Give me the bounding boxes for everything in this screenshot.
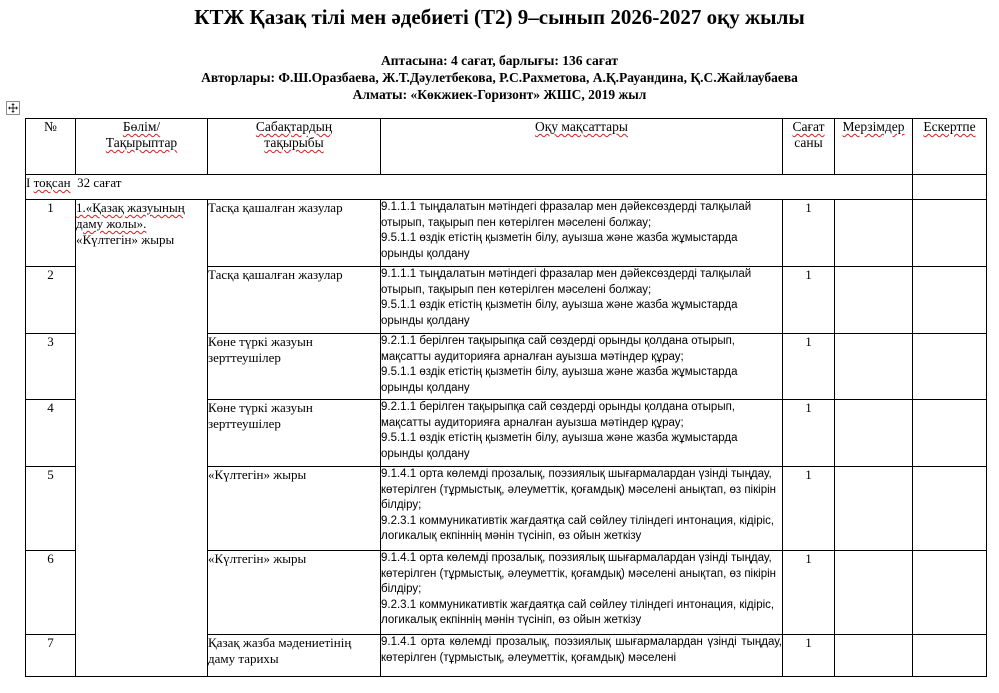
lesson-topic: «Күлтегін» жыры (208, 551, 381, 635)
header-section: Бөлім/ Тақырыптар (76, 119, 208, 175)
notes-cell (913, 551, 987, 635)
notes-cell (913, 400, 987, 467)
header-hours: Сағат саны (783, 119, 835, 175)
lesson-topic: Көне түркі жазуын зерттеушілер (208, 334, 381, 400)
dates-cell (835, 267, 913, 334)
dates-cell (835, 334, 913, 400)
hours-count: 1 (783, 400, 835, 467)
section-subtitle: «Күлтегін» жыры (76, 232, 175, 247)
learning-objectives: 9.1.1.1 тыңдалатын мәтіндегі фразалар мен дәйексөздерді талқылай отырып, тақырып пен көтерілген мәселені болжау; 9.5.1.1 өздік етістің қызметін білу, ауызша және жазба жұмыстарда орынды қолдану (381, 200, 783, 267)
authors-line: Авторлары: Ф.Ш.Оразбаева, Ж.Т.Дәулетбекова, Р.С.Рахметова, А.Қ.Рауандина, Қ.С.Жайлаубаева (201, 70, 798, 85)
hours-count: 1 (783, 551, 835, 635)
section-cell (76, 200, 208, 677)
dates-cell (835, 467, 913, 551)
learning-objectives: 9.2.1.1 берілген тақырыпқа сай сөздерді орынды қолдана отырып, мақсатты аудиторияға арналған ауызша мәтіндер құрау; 9.5.1.1 өздік етістің қызметін білу, ауызша және жазба жұмыстарда орынды қолдану (381, 334, 783, 400)
hours-count: 1 (783, 334, 835, 400)
header-number: № (26, 119, 76, 175)
notes-cell (913, 200, 987, 267)
section-title: 1.«Қазақ жазуының даму жолы». (76, 200, 185, 231)
row-number: 7 (26, 635, 76, 677)
document-title: КТЖ Қазақ тілі мен әдебиеті (Т2) 9–сынып 2026-2027 оқу жылы (194, 5, 805, 29)
dates-cell (835, 635, 913, 677)
table-move-handle[interactable] (6, 101, 20, 115)
row-number: 2 (26, 267, 76, 334)
lesson-topic: Тасқа қашалған жазулар (208, 267, 381, 334)
learning-objectives: 9.1.1.1 тыңдалатын мәтіндегі фразалар мен дәйексөздерді талқылай отырып, тақырып пен көтерілген мәселені болжау; 9.5.1.1 өздік етістің қызметін білу, ауызша және жазба жұмыстарда орынды қолдану (381, 267, 783, 334)
table-row (26, 200, 987, 267)
header-dates: Мерзімдер (835, 119, 913, 175)
dates-cell (835, 400, 913, 467)
hours-count: 1 (783, 200, 835, 267)
lesson-topic: Тасқа қашалған жазулар (208, 200, 381, 267)
curriculum-table (25, 118, 987, 677)
hours-count: 1 (783, 635, 835, 677)
learning-objectives: 9.1.4.1 орта көлемді прозалық, поэзиялық шығармалардан үзінді тыңдау, көтерілген (тұрмыстық, әлеуметтік, қоғамдық) мәселені (381, 635, 783, 677)
dates-cell (835, 551, 913, 635)
learning-objectives: 9.2.1.1 берілген тақырыпқа сай сөздерді орынды қолдана отырып, мақсатты аудиторияға арналған ауызша мәтіндер құрау; 9.5.1.1 өздік етістің қызметін білу, ауызша және жазба жұмыстарда орынды қолдану (381, 400, 783, 467)
quarter-label: І тоқсан 32 сағат (26, 175, 913, 200)
row-number: 4 (26, 400, 76, 467)
notes-cell (913, 467, 987, 551)
quarter-notes-cell (913, 175, 987, 200)
learning-objectives: 9.1.4.1 орта көлемді прозалық, поэзиялық шығармалардан үзінді тыңдау, көтерілген (тұрмыстық, әлеуметтік, қоғамдық) мәселені анықтап, өз пікірін білдіру; 9.2.3.1 коммуникативтік жағдаятқа сай сөйлеу тіліндегі интонация, кідіріс, логикалық екпіннің мәнін түсініп, өз ойын жеткізу (381, 467, 783, 551)
header-learning-objectives: Оқу мақсаттары (381, 119, 783, 175)
lesson-topic: Көне түркі жазуын зерттеушілер (208, 400, 381, 467)
hours-count: 1 (783, 267, 835, 334)
lesson-topic: «Күлтегін» жыры (208, 467, 381, 551)
weekly-hours-line: Аптасына: 4 сағат, барлығы: 136 сағат (381, 53, 618, 68)
learning-objectives: 9.1.4.1 орта көлемді прозалық, поэзиялық шығармалардан үзінді тыңдау, көтерілген (тұрмыстық, әлеуметтік, қоғамдық) мәселені анықтап, өз пікірін білдіру; 9.2.3.1 коммуникативтік жағдаятқа сай сөйлеу тіліндегі интонация, кідіріс, логикалық екпіннің мәнін түсініп, өз ойын жеткізу (381, 551, 783, 635)
row-number: 1 (26, 200, 76, 267)
lesson-topic: Қазақ жазба мәдениетінің даму тарихы (208, 635, 381, 677)
header-notes: Ескертпе (913, 119, 987, 175)
notes-cell (913, 334, 987, 400)
row-number: 5 (26, 467, 76, 551)
move-arrows-icon (8, 103, 18, 113)
row-number: 6 (26, 551, 76, 635)
header-row (26, 119, 987, 175)
notes-cell (913, 635, 987, 677)
hours-count: 1 (783, 467, 835, 551)
publisher-line: Алматы: «Көкжиек-Горизонт» ЖШС, 2019 жыл (352, 87, 647, 102)
row-number: 3 (26, 334, 76, 400)
header-lesson-topic: Сабақтардың тақырыбы (208, 119, 381, 175)
quarter-row (26, 175, 987, 200)
notes-cell (913, 267, 987, 334)
dates-cell (835, 200, 913, 267)
